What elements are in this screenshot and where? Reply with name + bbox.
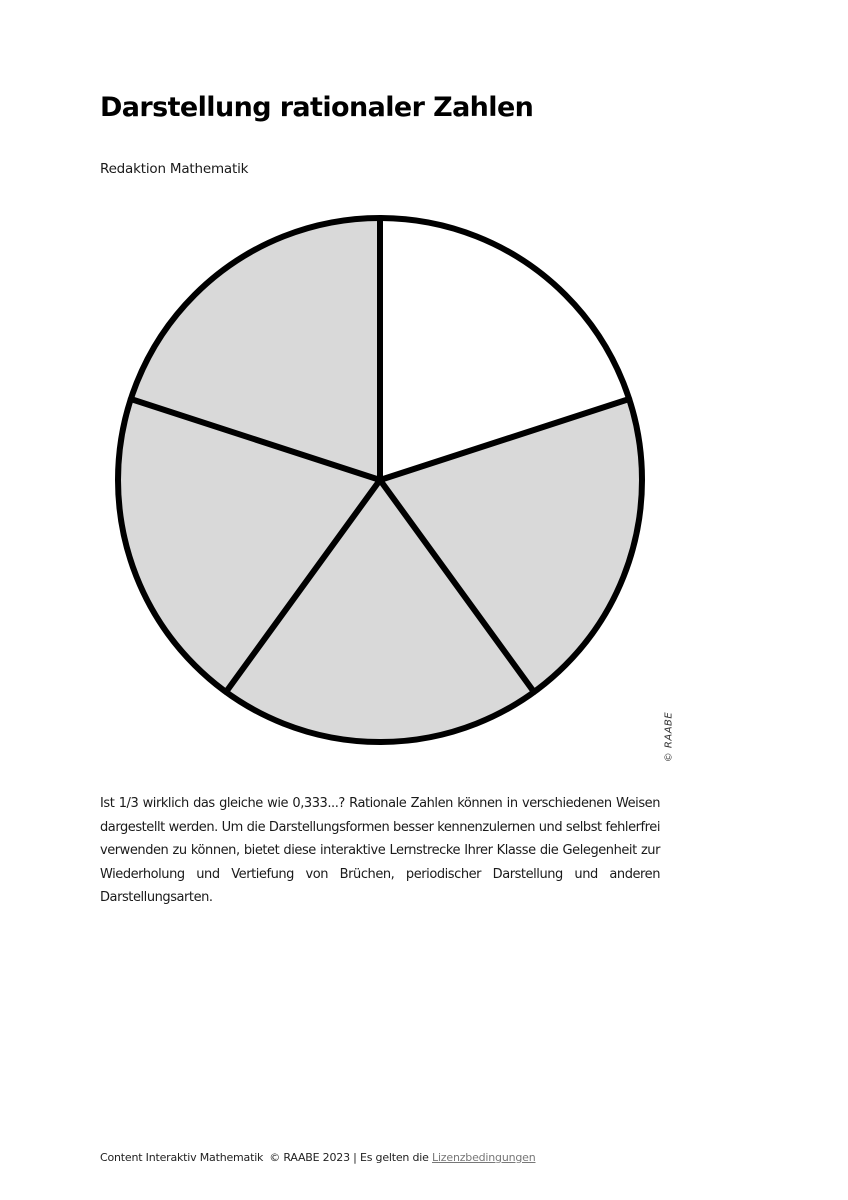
footer-copyright: © RAABE 2023 | Es gelten die xyxy=(269,1151,429,1164)
page-title: Darstellung rationaler Zahlen xyxy=(100,92,534,123)
figure-copyright xyxy=(661,712,677,762)
pie-fraction-diagram xyxy=(110,210,650,750)
license-link[interactable]: Lizenzbedingungen xyxy=(432,1151,536,1164)
figure-copyright-text: © RAABE xyxy=(663,711,675,763)
author-line: Redaktion Mathematik xyxy=(100,161,249,177)
intro-paragraph: Ist 1/3 wirklich das gleiche wie 0,333...? Rationale Zahlen können in verschiedenen Weisen dargestellt werden. Um die Darstellungsformen besser kennenzulernen und selbst fehlerfrei verwenden zu können, bietet diese interaktive Lernstrecke Ihrer Klasse die Gelegenheit zur Wiederholung und Vertiefung von Brüchen, periodischer Darstellung und anderen Darstellungsarten. xyxy=(100,796,660,905)
footer xyxy=(100,1151,536,1164)
footer-product: Content Interaktiv Mathematik xyxy=(100,1151,264,1164)
